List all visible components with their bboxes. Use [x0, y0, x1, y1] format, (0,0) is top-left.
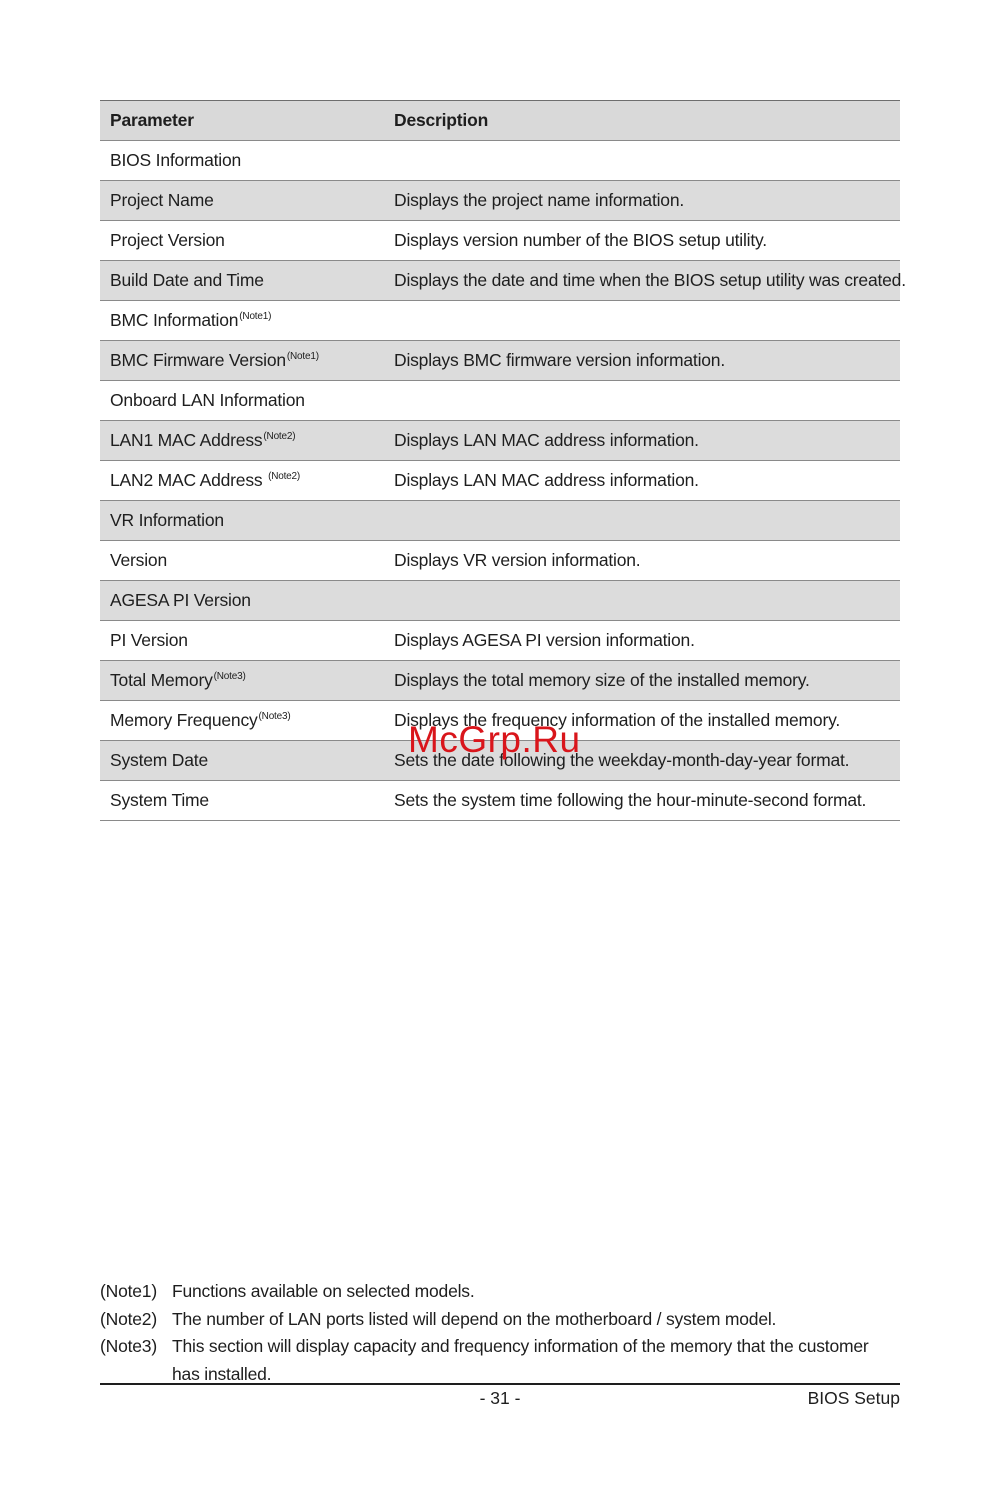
- description-cell: [384, 581, 900, 621]
- table-header-row: [100, 101, 900, 141]
- footnote-label: (Note2): [100, 1308, 157, 1329]
- table-row: [100, 261, 900, 301]
- parameter-name: Onboard LAN Information: [110, 390, 305, 410]
- footnote: [100, 1306, 900, 1334]
- parameter-cell: [100, 221, 384, 261]
- description-cell: Sets the date following the weekday-month-day-year format.: [384, 741, 900, 781]
- table-row: [100, 341, 900, 381]
- description-cell: [384, 501, 900, 541]
- parameter-cell: [100, 741, 384, 781]
- footnote-text: The number of LAN ports listed will depend on the motherboard / system model.: [172, 1308, 777, 1329]
- parameter-name: BMC Information: [110, 310, 239, 330]
- parameter-name: System Time: [110, 790, 209, 810]
- description-cell: Displays version number of the BIOS setup utility.: [384, 221, 900, 261]
- footer-divider: [100, 1383, 900, 1385]
- parameter-cell: [100, 701, 384, 741]
- parameter-cell: [100, 341, 384, 381]
- note-reference: (Note1): [286, 351, 319, 362]
- parameter-name: System Date: [110, 750, 208, 770]
- table-row: [100, 501, 900, 541]
- description-cell: Displays BMC firmware version information.: [384, 341, 900, 381]
- parameter-cell: [100, 581, 384, 621]
- parameter-name: Project Version: [110, 230, 225, 250]
- parameter-cell: [100, 661, 384, 701]
- parameter-cell: [100, 181, 384, 221]
- note-reference: (Note2): [263, 431, 296, 442]
- table-row: [100, 221, 900, 261]
- parameter-cell: [100, 261, 384, 301]
- note-reference: (Note3): [213, 671, 246, 682]
- description-cell: [384, 381, 900, 421]
- note-reference: (Note3): [258, 711, 291, 722]
- description-cell: Displays the total memory size of the installed memory.: [384, 661, 900, 701]
- parameter-cell: [100, 141, 384, 181]
- footnote-text: Functions available on selected models.: [172, 1281, 475, 1301]
- table-row: [100, 621, 900, 661]
- parameter-cell: [100, 421, 384, 461]
- table-row: [100, 661, 900, 701]
- footnote-label: (Note3): [100, 1336, 157, 1356]
- description-cell: Displays the date and time when the BIOS setup utility was created.: [384, 261, 900, 301]
- footnotes: [100, 1278, 900, 1388]
- description-cell: Displays LAN MAC address information.: [384, 421, 900, 461]
- parameter-name: LAN1 MAC Address: [110, 430, 263, 450]
- table-row: [100, 461, 900, 501]
- parameter-name: BMC Firmware Version: [110, 350, 286, 370]
- page-number: - 31 -: [479, 1388, 521, 1408]
- footnote-label: (Note1): [100, 1281, 157, 1301]
- table-row: [100, 181, 900, 221]
- table-row: [100, 301, 900, 341]
- parameter-cell: [100, 501, 384, 541]
- parameter-name: Build Date and Time: [110, 270, 264, 290]
- header-description: Description: [384, 101, 900, 141]
- table-row: [100, 541, 900, 581]
- description-cell: Displays AGESA PI version information.: [384, 621, 900, 661]
- table-row: [100, 421, 900, 461]
- parameter-name: Total Memory: [110, 670, 213, 690]
- footnote: [100, 1333, 900, 1388]
- table-row: [100, 581, 900, 621]
- footnote-text: This section will display capacity and frequency information of the memory that the customer has installed.: [172, 1336, 869, 1384]
- description-cell: Displays LAN MAC address information.: [384, 461, 900, 501]
- parameter-name: AGESA PI Version: [110, 590, 251, 610]
- parameter-cell: [100, 621, 384, 661]
- table-row: [100, 781, 900, 821]
- parameter-name: BIOS Information: [110, 150, 242, 170]
- parameter-cell: [100, 541, 384, 581]
- description-cell: [384, 141, 900, 181]
- parameter-cell: [100, 461, 384, 501]
- description-cell: Sets the system time following the hour-minute-second format.: [384, 781, 900, 821]
- table-row: [100, 381, 900, 421]
- parameter-name: Version: [110, 550, 167, 570]
- section-name: BIOS Setup: [807, 1388, 900, 1408]
- header-parameter: Parameter: [100, 101, 384, 141]
- parameter-name: PI Version: [110, 630, 188, 650]
- description-cell: Displays the frequency information of the installed memory.: [384, 701, 900, 741]
- parameter-cell: [100, 781, 384, 821]
- description-cell: Displays the project name information.: [384, 181, 900, 221]
- footnote: [100, 1278, 900, 1306]
- parameter-cell: [100, 381, 384, 421]
- description-cell: [384, 301, 900, 341]
- parameter-name: Memory Frequency: [110, 710, 258, 730]
- watermark: McGrp.Ru: [408, 719, 581, 760]
- parameter-name: LAN2 MAC Address: [110, 470, 268, 490]
- description-cell: Displays VR version information.: [384, 541, 900, 581]
- parameter-name: Project Name: [110, 190, 214, 210]
- parameter-table: [100, 100, 906, 821]
- parameter-cell: [100, 301, 384, 341]
- table-row: [100, 141, 900, 181]
- note-reference: (Note2): [268, 471, 301, 482]
- parameter-name: VR Information: [110, 510, 224, 530]
- note-reference: (Note1): [239, 311, 272, 322]
